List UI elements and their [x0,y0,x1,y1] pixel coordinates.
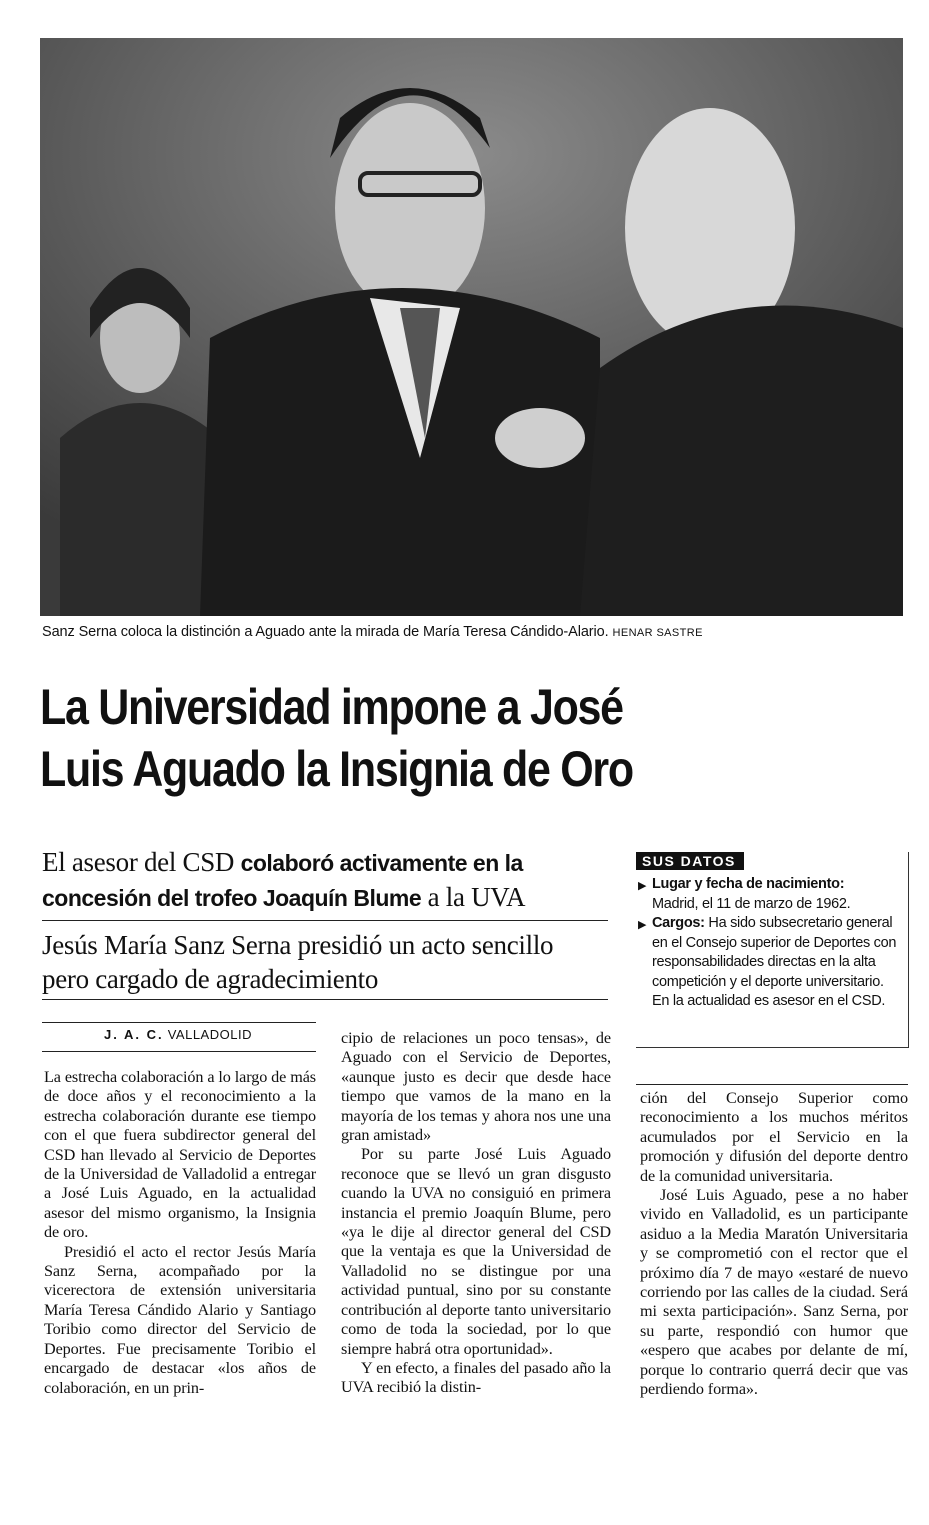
paragraph: La estrecha colaboración a lo largo de más de doce años y el reconocimiento a la estrecha colaboración durante ese tiempo con el que fuera subdirector general del CSD han llevado al Servicio de Deportes de la Universidad de Valladolid a entregar a José Luis Aguado, en la actualidad asesor del mismo organismo, la Insignia de oro. [44,1068,316,1242]
article-column-3 [640,1089,908,1400]
sidebar-item-birth-label: Lugar y fecha de nacimiento: [652,876,845,892]
triangle-right-icon: ▶ [638,919,647,931]
subheadline-1-part-c: a la UVA [421,882,526,912]
photo-credit: HENAR SASTRE [612,627,703,639]
paragraph: Y en efecto, a finales del pasado año la UVA recibió la distin- [341,1358,611,1397]
subheadline-1 [42,845,622,915]
headline-line-2: Luis Aguado la Insignia de Oro [40,741,633,797]
sidebar-item-current: En la actualidad es asesor en el CSD. [652,993,886,1009]
photo-image [40,38,903,616]
column-3-top-divider [636,1084,908,1085]
subhead-divider [42,920,608,921]
subheadline-1-bold: colaboró activamente en la concesión del trofeo Joaquín Blume [42,850,523,911]
paragraph: Por su parte José Luis Aguado reconoce que se llevó un gran disgusto cuando la UVA no consiguió en primera instancia el premio Joaquín Blume, pero «ya le dije al director general del CSD que la ventaja es que la Universidad de Valladolid no se distingue por una actividad puntual, sino por su constante contribución al deporte tanto universitario como de toda la sociedad, por lo que siempre habrá otra oportunidad». [341,1145,611,1358]
sidebar-item-birth-value: Madrid, el 11 de marzo de 1962. [652,895,851,912]
byline-author: J. A. C. [104,1027,164,1042]
news-photo [40,38,903,616]
paragraph: cipio de relaciones un poco tensas», de Aguado con el Servicio de Deportes, «aunque justo es decir que desde hace tiempo que vamos de la mano en la mayoría de los temas y ahora nos une una gran amistad» [341,1029,611,1145]
paragraph: Presidió el acto el rector Jesús María Sanz Serna, acompañado por la vicerectora de extensión universitaria María Teresa Cándido Alario y Santiago Toribio como director del Servicio de Deportes. Fue precisamente Toribio el encargado de destacar «los años de colaboración, en un prin- [44,1242,316,1397]
subhead-bottom-divider [42,999,608,1000]
profile-sidebar [636,852,909,1048]
byline-place: VALLADOLID [167,1027,252,1042]
sidebar-body [636,871,908,1012]
sidebar-item-positions [638,914,904,992]
photo-caption [42,624,912,640]
sidebar-title: SUS DATOS [636,852,744,870]
paragraph: José Luis Aguado, pese a no haber vivido en Valladolid, es un participante asiduo a la Media Maratón Universitaria y se comprometió con el rector que el próximo día 7 de mayo «estaré de nuevo corriendo por las calles de la ciudad. Será mi sexta participación». Sanz Serna, por su parte, respondió con humor que «espero que acabes por delante de mí, porque lo contrario querrá decir que vas perdiendo forma». [640,1186,908,1399]
byline-divider [42,1022,316,1023]
byline-bottom-divider [42,1051,316,1052]
headline [40,676,780,800]
caption-text: Sanz Serna coloca la distinción a Aguado ante la mirada de María Teresa Cándido-Alario. [42,624,609,640]
sidebar-item-birth [638,875,904,914]
triangle-right-icon: ▶ [638,880,647,892]
paragraph: ción del Consejo Superior como reconocimiento a los muchos méritos acumulados por el Servicio en la promoción y difusión del deporte dentro de la comunidad universitaria. [640,1089,908,1185]
article-column-2 [341,1029,611,1398]
subheadline-1-part-a: El asesor del CSD [42,847,241,877]
headline-line-1: La Universidad impone a José [40,679,623,735]
article-column-1 [44,1068,316,1398]
byline [104,1027,252,1042]
sidebar-item-positions-label: Cargos: [652,915,705,931]
subheadline-2: Jesús María Sanz Serna presidió un acto sencillo pero cargado de agradecimiento [42,930,554,994]
sidebar-item-positions-value: Ha sido subsecretario general en el Consejo superior de Deportes con responsabilidades directas en la alta competición y el deporte universitario. [652,915,897,990]
